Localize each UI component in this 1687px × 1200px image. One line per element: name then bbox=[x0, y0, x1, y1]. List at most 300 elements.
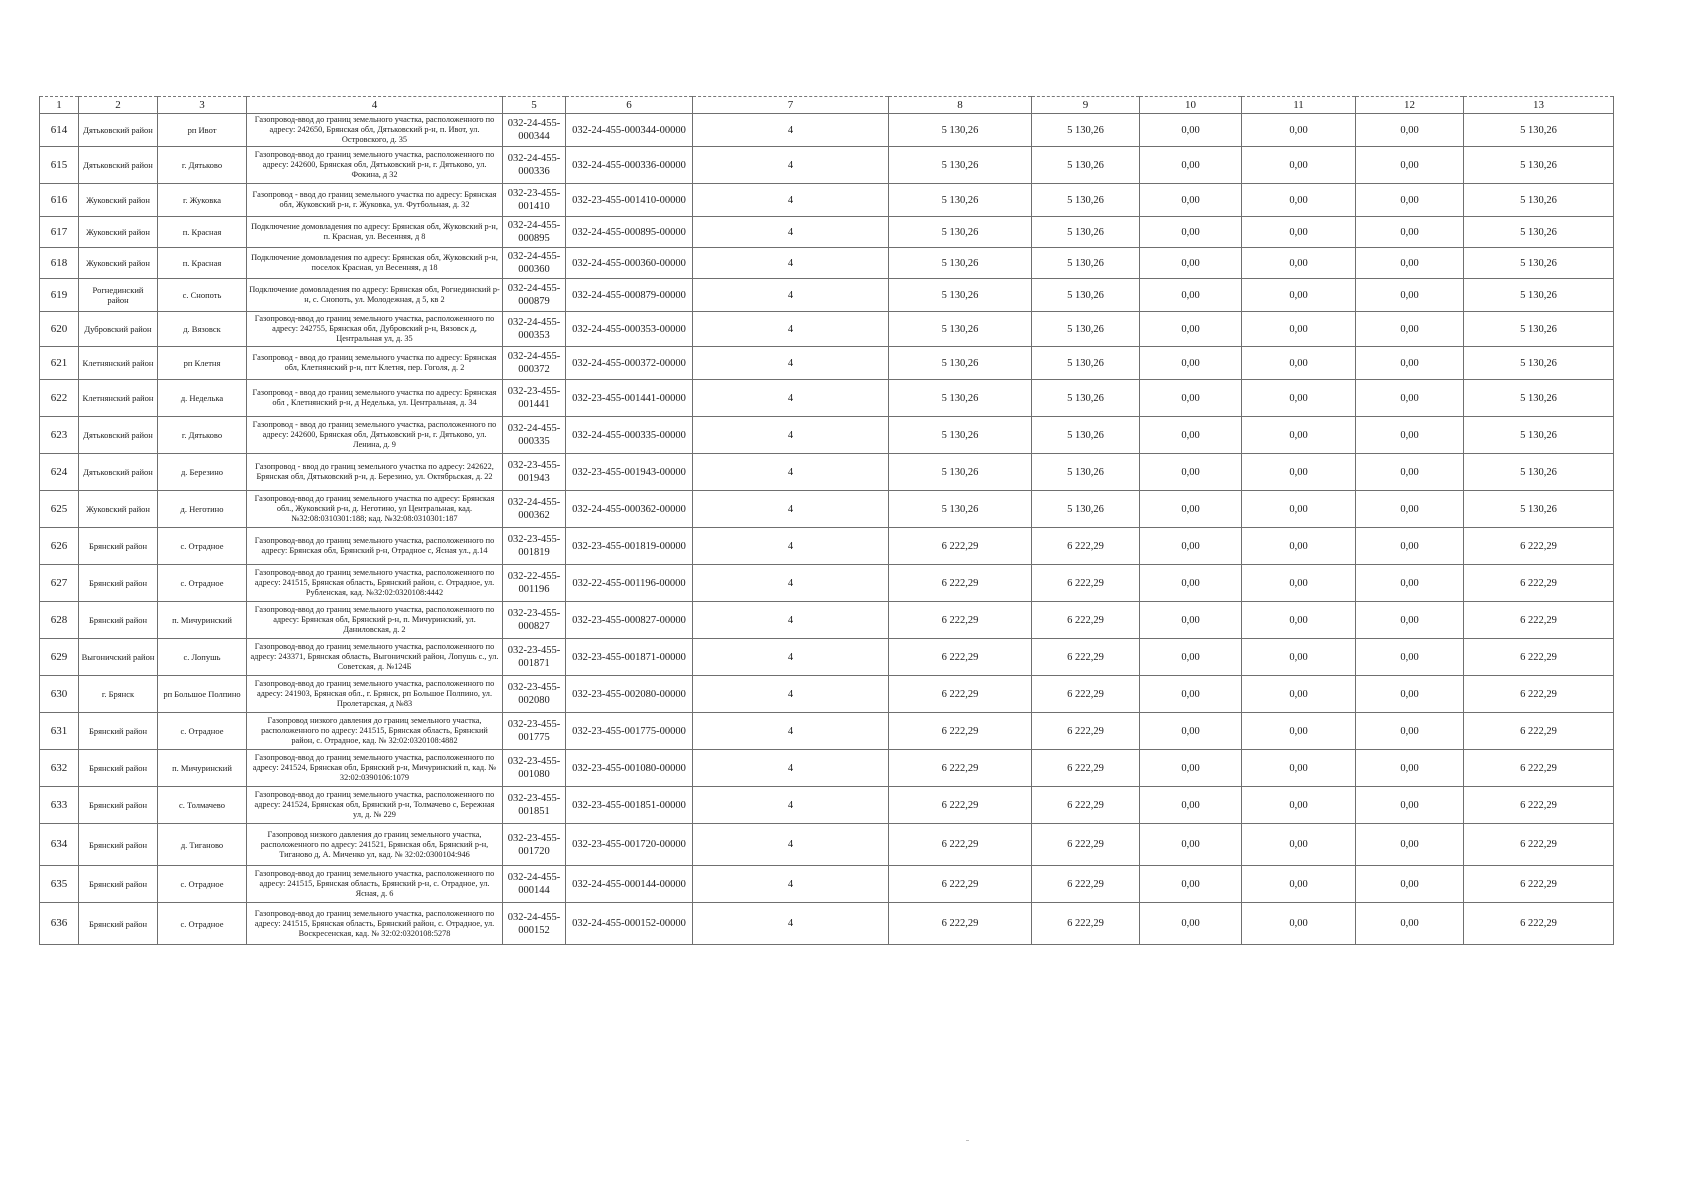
locality-cell: д. Неделька bbox=[158, 380, 247, 417]
column-7-cell: 4 bbox=[693, 347, 889, 380]
table-row bbox=[40, 602, 1614, 639]
registry-table bbox=[39, 96, 1614, 945]
district-cell: Брянский район bbox=[79, 528, 158, 565]
object-code-cell: 032-24-455-000362 bbox=[503, 491, 566, 528]
column-10-amount-cell: 0,00 bbox=[1140, 866, 1242, 903]
object-description-cell: Газопровод - ввод до границ земельного участка по адресу: Брянская обл, Жуковский р-н, г. Жуковка, ул. Футбольная, д. 32 bbox=[247, 184, 503, 217]
column-11-amount-cell: 0,00 bbox=[1242, 279, 1356, 312]
object-code-cell: 032-23-455-001720 bbox=[503, 824, 566, 866]
locality-cell: г. Жуковка bbox=[158, 184, 247, 217]
column-number-7: 7 bbox=[693, 97, 889, 114]
column-11-amount-cell: 0,00 bbox=[1242, 147, 1356, 184]
object-code-cell: 032-23-455-001819 bbox=[503, 528, 566, 565]
column-8-amount-cell: 5 130,26 bbox=[889, 380, 1032, 417]
object-description-cell: Подключение домовладения по адресу: Брянская обл, Рогнединский р-н, с. Снопоть, ул. Молодежная, д 5, кв 2 bbox=[247, 279, 503, 312]
column-7-cell: 4 bbox=[693, 312, 889, 347]
table-row bbox=[40, 454, 1614, 491]
object-description-cell: Подключение домовладения по адресу: Брянская обл, Жуковский р-н, поселок Красная, ул Весенняя, д 18 bbox=[247, 248, 503, 279]
district-cell: г. Брянск bbox=[79, 676, 158, 713]
district-cell: Дубровский район bbox=[79, 312, 158, 347]
object-description-cell: Газопровод - ввод до границ земельного участка, расположенного по адресу: 242600, Брянская обл, Дятьковский р-н, г. Дятьково, ул. Ленина, д. 9 bbox=[247, 417, 503, 454]
district-cell: Брянский район bbox=[79, 824, 158, 866]
column-11-amount-cell: 0,00 bbox=[1242, 248, 1356, 279]
column-11-amount-cell: 0,00 bbox=[1242, 380, 1356, 417]
row-number-cell: 617 bbox=[40, 217, 79, 248]
district-cell: Брянский район bbox=[79, 866, 158, 903]
column-12-amount-cell: 0,00 bbox=[1356, 217, 1464, 248]
column-10-amount-cell: 0,00 bbox=[1140, 639, 1242, 676]
full-code-cell: 032-22-455-001196-00000 bbox=[566, 565, 693, 602]
column-12-amount-cell: 0,00 bbox=[1356, 491, 1464, 528]
column-13-amount-cell: 6 222,29 bbox=[1464, 866, 1614, 903]
column-number-10: 10 bbox=[1140, 97, 1242, 114]
locality-cell: д. Березино bbox=[158, 454, 247, 491]
column-number-8: 8 bbox=[889, 97, 1032, 114]
column-9-amount-cell: 5 130,26 bbox=[1032, 248, 1140, 279]
district-cell: Брянский район bbox=[79, 903, 158, 945]
column-7-cell: 4 bbox=[693, 903, 889, 945]
column-13-amount-cell: 6 222,29 bbox=[1464, 565, 1614, 602]
column-12-amount-cell: 0,00 bbox=[1356, 279, 1464, 312]
table-row bbox=[40, 866, 1614, 903]
column-13-amount-cell: 6 222,29 bbox=[1464, 639, 1614, 676]
column-11-amount-cell: 0,00 bbox=[1242, 491, 1356, 528]
column-8-amount-cell: 6 222,29 bbox=[889, 713, 1032, 750]
column-7-cell: 4 bbox=[693, 713, 889, 750]
column-11-amount-cell: 0,00 bbox=[1242, 602, 1356, 639]
row-number-cell: 635 bbox=[40, 866, 79, 903]
column-13-amount-cell: 6 222,29 bbox=[1464, 824, 1614, 866]
object-description-cell: Газопровод-ввод до границ земельного участка, расположенного по адресу: 241524, Брянская обл, Брянский р-н, Толмачево с, Бережная ул, д. № 229 bbox=[247, 787, 503, 824]
column-8-amount-cell: 6 222,29 bbox=[889, 602, 1032, 639]
table-row bbox=[40, 565, 1614, 602]
column-7-cell: 4 bbox=[693, 380, 889, 417]
table-row bbox=[40, 380, 1614, 417]
full-code-cell: 032-23-455-001775-00000 bbox=[566, 713, 693, 750]
column-12-amount-cell: 0,00 bbox=[1356, 787, 1464, 824]
column-10-amount-cell: 0,00 bbox=[1140, 147, 1242, 184]
column-11-amount-cell: 0,00 bbox=[1242, 184, 1356, 217]
column-12-amount-cell: 0,00 bbox=[1356, 639, 1464, 676]
object-code-cell: 032-24-455-000360 bbox=[503, 248, 566, 279]
table-row bbox=[40, 312, 1614, 347]
object-code-cell: 032-23-455-001851 bbox=[503, 787, 566, 824]
column-10-amount-cell: 0,00 bbox=[1140, 602, 1242, 639]
row-number-cell: 629 bbox=[40, 639, 79, 676]
column-13-amount-cell: 6 222,29 bbox=[1464, 528, 1614, 565]
column-11-amount-cell: 0,00 bbox=[1242, 454, 1356, 491]
object-description-cell: Газопровод - ввод до границ земельного участка по адресу: Брянская обл , Клетнянский р-н, д Неделька, ул. Центральная, д. 34 bbox=[247, 380, 503, 417]
object-description-cell: Подключение домовладения по адресу: Брянская обл, Жуковский р-н, п. Красная, ул. Весенняя, д 8 bbox=[247, 217, 503, 248]
full-code-cell: 032-24-455-000144-00000 bbox=[566, 866, 693, 903]
column-10-amount-cell: 0,00 bbox=[1140, 279, 1242, 312]
column-7-cell: 4 bbox=[693, 417, 889, 454]
column-10-amount-cell: 0,00 bbox=[1140, 114, 1242, 147]
table-row bbox=[40, 217, 1614, 248]
district-cell: Брянский район bbox=[79, 787, 158, 824]
district-cell: Брянский район bbox=[79, 713, 158, 750]
full-code-cell: 032-23-455-000827-00000 bbox=[566, 602, 693, 639]
locality-cell: с. Снопоть bbox=[158, 279, 247, 312]
column-13-amount-cell: 5 130,26 bbox=[1464, 248, 1614, 279]
full-code-cell: 032-23-455-001410-00000 bbox=[566, 184, 693, 217]
locality-cell: д. Тиганово bbox=[158, 824, 247, 866]
column-10-amount-cell: 0,00 bbox=[1140, 903, 1242, 945]
column-9-amount-cell: 5 130,26 bbox=[1032, 380, 1140, 417]
row-number-cell: 630 bbox=[40, 676, 79, 713]
object-code-cell: 032-24-455-000335 bbox=[503, 417, 566, 454]
district-cell: Жуковский район bbox=[79, 491, 158, 528]
column-number-9: 9 bbox=[1032, 97, 1140, 114]
column-9-amount-cell: 6 222,29 bbox=[1032, 787, 1140, 824]
column-10-amount-cell: 0,00 bbox=[1140, 824, 1242, 866]
object-description-cell: Газопровод-ввод до границ земельного участка, расположенного по адресу: 241515, Брянская область, Брянский район, с. Отрадное, ул. Воскресенская, кад. № 32:02:0320108:5278 bbox=[247, 903, 503, 945]
row-number-cell: 627 bbox=[40, 565, 79, 602]
full-code-cell: 032-23-455-002080-00000 bbox=[566, 676, 693, 713]
district-cell: Брянский район bbox=[79, 602, 158, 639]
object-description-cell: Газопровод-ввод до границ земельного участка, расположенного по адресу: Брянская обл, Брянский р-н, п. Мичуринский, ул. Даниловская, д. 2 bbox=[247, 602, 503, 639]
row-number-cell: 633 bbox=[40, 787, 79, 824]
locality-cell: с. Лопушь bbox=[158, 639, 247, 676]
table-row bbox=[40, 676, 1614, 713]
column-12-amount-cell: 0,00 bbox=[1356, 676, 1464, 713]
district-cell: Жуковский район bbox=[79, 184, 158, 217]
column-10-amount-cell: 0,00 bbox=[1140, 491, 1242, 528]
district-cell: Клетнянский район bbox=[79, 347, 158, 380]
column-13-amount-cell: 5 130,26 bbox=[1464, 491, 1614, 528]
column-11-amount-cell: 0,00 bbox=[1242, 312, 1356, 347]
column-10-amount-cell: 0,00 bbox=[1140, 565, 1242, 602]
column-11-amount-cell: 0,00 bbox=[1242, 903, 1356, 945]
row-number-cell: 620 bbox=[40, 312, 79, 347]
column-number-11: 11 bbox=[1242, 97, 1356, 114]
column-10-amount-cell: 0,00 bbox=[1140, 750, 1242, 787]
object-code-cell: 032-23-455-000827 bbox=[503, 602, 566, 639]
column-11-amount-cell: 0,00 bbox=[1242, 676, 1356, 713]
column-number-2: 2 bbox=[79, 97, 158, 114]
object-code-cell: 032-23-455-001943 bbox=[503, 454, 566, 491]
column-9-amount-cell: 6 222,29 bbox=[1032, 565, 1140, 602]
column-13-amount-cell: 5 130,26 bbox=[1464, 347, 1614, 380]
column-13-amount-cell: 5 130,26 bbox=[1464, 184, 1614, 217]
table-row bbox=[40, 713, 1614, 750]
column-9-amount-cell: 5 130,26 bbox=[1032, 417, 1140, 454]
column-10-amount-cell: 0,00 bbox=[1140, 676, 1242, 713]
column-10-amount-cell: 0,00 bbox=[1140, 713, 1242, 750]
column-13-amount-cell: 6 222,29 bbox=[1464, 602, 1614, 639]
column-7-cell: 4 bbox=[693, 602, 889, 639]
row-number-cell: 626 bbox=[40, 528, 79, 565]
locality-cell: с. Отрадное bbox=[158, 866, 247, 903]
column-13-amount-cell: 5 130,26 bbox=[1464, 312, 1614, 347]
column-11-amount-cell: 0,00 bbox=[1242, 787, 1356, 824]
column-9-amount-cell: 6 222,29 bbox=[1032, 602, 1140, 639]
row-number-cell: 616 bbox=[40, 184, 79, 217]
object-code-cell: 032-23-455-002080 bbox=[503, 676, 566, 713]
column-7-cell: 4 bbox=[693, 866, 889, 903]
column-9-amount-cell: 6 222,29 bbox=[1032, 676, 1140, 713]
table-row bbox=[40, 528, 1614, 565]
object-description-cell: Газопровод-ввод до границ земельного участка, расположенного по адресу: 241903, Брянская обл., г. Брянск, рп Большое Полпино, ул. Пролетарская, д №83 bbox=[247, 676, 503, 713]
district-cell: Брянский район bbox=[79, 565, 158, 602]
locality-cell: п. Красная bbox=[158, 217, 247, 248]
table-row bbox=[40, 248, 1614, 279]
full-code-cell: 032-24-455-000152-00000 bbox=[566, 903, 693, 945]
object-description-cell: Газопровод - ввод до границ земельного участка по адресу: 242622, Брянская обл, Дятьковский р-н, д. Березино, ул. Октябрьская, д. 22 bbox=[247, 454, 503, 491]
object-code-cell: 032-24-455-000336 bbox=[503, 147, 566, 184]
district-cell: Клетнянский район bbox=[79, 380, 158, 417]
column-9-amount-cell: 6 222,29 bbox=[1032, 903, 1140, 945]
column-number-1: 1 bbox=[40, 97, 79, 114]
column-number-12: 12 bbox=[1356, 97, 1464, 114]
full-code-cell: 032-24-455-000895-00000 bbox=[566, 217, 693, 248]
object-code-cell: 032-24-455-000152 bbox=[503, 903, 566, 945]
row-number-cell: 622 bbox=[40, 380, 79, 417]
object-code-cell: 032-22-455-001196 bbox=[503, 565, 566, 602]
full-code-cell: 032-23-455-001851-00000 bbox=[566, 787, 693, 824]
column-8-amount-cell: 5 130,26 bbox=[889, 147, 1032, 184]
object-description-cell: Газопровод-ввод до границ земельного участка по адресу: Брянская обл., Жуковский р-н, д. Неготино, ул Центральная, кад. №32:08:0310301:188; кад. №32:08:0310301:187 bbox=[247, 491, 503, 528]
full-code-cell: 032-24-455-000372-00000 bbox=[566, 347, 693, 380]
column-11-amount-cell: 0,00 bbox=[1242, 713, 1356, 750]
column-9-amount-cell: 5 130,26 bbox=[1032, 184, 1140, 217]
table-row bbox=[40, 279, 1614, 312]
column-12-amount-cell: 0,00 bbox=[1356, 347, 1464, 380]
row-number-cell: 624 bbox=[40, 454, 79, 491]
object-description-cell: Газопровод-ввод до границ земельного участка, расположенного по адресу: 242650, Брянская обл, Дятьковский р-н, п. Ивот, ул. Островского, д. 35 bbox=[247, 114, 503, 147]
column-12-amount-cell: 0,00 bbox=[1356, 417, 1464, 454]
full-code-cell: 032-24-455-000353-00000 bbox=[566, 312, 693, 347]
column-10-amount-cell: 0,00 bbox=[1140, 787, 1242, 824]
column-13-amount-cell: 5 130,26 bbox=[1464, 279, 1614, 312]
object-code-cell: 032-24-455-000344 bbox=[503, 114, 566, 147]
column-7-cell: 4 bbox=[693, 248, 889, 279]
column-9-amount-cell: 6 222,29 bbox=[1032, 750, 1140, 787]
column-9-amount-cell: 6 222,29 bbox=[1032, 528, 1140, 565]
object-code-cell: 032-24-455-000879 bbox=[503, 279, 566, 312]
column-7-cell: 4 bbox=[693, 528, 889, 565]
locality-cell: рп Ивот bbox=[158, 114, 247, 147]
district-cell: Дятьковский район bbox=[79, 454, 158, 491]
full-code-cell: 032-23-455-001720-00000 bbox=[566, 824, 693, 866]
object-code-cell: 032-23-455-001441 bbox=[503, 380, 566, 417]
full-code-cell: 032-24-455-000879-00000 bbox=[566, 279, 693, 312]
column-9-amount-cell: 5 130,26 bbox=[1032, 147, 1140, 184]
full-code-cell: 032-23-455-001871-00000 bbox=[566, 639, 693, 676]
column-11-amount-cell: 0,00 bbox=[1242, 639, 1356, 676]
column-12-amount-cell: 0,00 bbox=[1356, 248, 1464, 279]
column-9-amount-cell: 6 222,29 bbox=[1032, 639, 1140, 676]
column-12-amount-cell: 0,00 bbox=[1356, 184, 1464, 217]
column-11-amount-cell: 0,00 bbox=[1242, 565, 1356, 602]
object-code-cell: 032-24-455-000144 bbox=[503, 866, 566, 903]
column-12-amount-cell: 0,00 bbox=[1356, 602, 1464, 639]
district-cell: Дятьковский район bbox=[79, 147, 158, 184]
object-code-cell: 032-24-455-000353 bbox=[503, 312, 566, 347]
column-13-amount-cell: 5 130,26 bbox=[1464, 380, 1614, 417]
table-row bbox=[40, 347, 1614, 380]
full-code-cell: 032-24-455-000360-00000 bbox=[566, 248, 693, 279]
full-code-cell: 032-23-455-001943-00000 bbox=[566, 454, 693, 491]
full-code-cell: 032-24-455-000335-00000 bbox=[566, 417, 693, 454]
column-9-amount-cell: 5 130,26 bbox=[1032, 347, 1140, 380]
column-13-amount-cell: 5 130,26 bbox=[1464, 417, 1614, 454]
locality-cell: рп Клетня bbox=[158, 347, 247, 380]
column-10-amount-cell: 0,00 bbox=[1140, 312, 1242, 347]
column-8-amount-cell: 6 222,29 bbox=[889, 565, 1032, 602]
object-code-cell: 032-23-455-001775 bbox=[503, 713, 566, 750]
column-13-amount-cell: 6 222,29 bbox=[1464, 750, 1614, 787]
column-7-cell: 4 bbox=[693, 184, 889, 217]
column-8-amount-cell: 6 222,29 bbox=[889, 824, 1032, 866]
table-row bbox=[40, 491, 1614, 528]
column-11-amount-cell: 0,00 bbox=[1242, 866, 1356, 903]
column-13-amount-cell: 6 222,29 bbox=[1464, 903, 1614, 945]
locality-cell: с. Отрадное bbox=[158, 528, 247, 565]
column-12-amount-cell: 0,00 bbox=[1356, 528, 1464, 565]
row-number-cell: 636 bbox=[40, 903, 79, 945]
column-13-amount-cell: 6 222,29 bbox=[1464, 713, 1614, 750]
row-number-cell: 618 bbox=[40, 248, 79, 279]
column-9-amount-cell: 5 130,26 bbox=[1032, 454, 1140, 491]
row-number-cell: 628 bbox=[40, 602, 79, 639]
column-number-3: 3 bbox=[158, 97, 247, 114]
column-13-amount-cell: 5 130,26 bbox=[1464, 114, 1614, 147]
full-code-cell: 032-24-455-000336-00000 bbox=[566, 147, 693, 184]
column-8-amount-cell: 5 130,26 bbox=[889, 114, 1032, 147]
column-number-4: 4 bbox=[247, 97, 503, 114]
row-number-cell: 614 bbox=[40, 114, 79, 147]
column-10-amount-cell: 0,00 bbox=[1140, 184, 1242, 217]
table-row bbox=[40, 184, 1614, 217]
column-12-amount-cell: 0,00 bbox=[1356, 312, 1464, 347]
column-8-amount-cell: 5 130,26 bbox=[889, 217, 1032, 248]
column-9-amount-cell: 5 130,26 bbox=[1032, 279, 1140, 312]
locality-cell: п. Мичуринский bbox=[158, 750, 247, 787]
locality-cell: п. Красная bbox=[158, 248, 247, 279]
column-8-amount-cell: 5 130,26 bbox=[889, 279, 1032, 312]
column-13-amount-cell: 5 130,26 bbox=[1464, 454, 1614, 491]
object-code-cell: 032-24-455-000372 bbox=[503, 347, 566, 380]
column-8-amount-cell: 5 130,26 bbox=[889, 184, 1032, 217]
row-number-cell: 625 bbox=[40, 491, 79, 528]
table-body bbox=[40, 114, 1614, 945]
column-10-amount-cell: 0,00 bbox=[1140, 217, 1242, 248]
column-12-amount-cell: 0,00 bbox=[1356, 380, 1464, 417]
object-description-cell: Газопровод-ввод до границ земельного участка, расположенного по адресу: 242600, Брянская обл, Дятьковский р-н, г. Дятьково, ул. Фокина, д 32 bbox=[247, 147, 503, 184]
object-description-cell: Газопровод низкого давления до границ земельного участка, расположенного по адресу: 241521, Брянская обл, Брянский р-н, Тиганово д, А. Миченко ул, кад. № 32:02:0300104:946 bbox=[247, 824, 503, 866]
object-description-cell: Газопровод-ввод до границ земельного участка, расположенного по адресу: 241515, Брянская область, Брянский р-н, с. Отрадное, ул. Ясная, д. 6 bbox=[247, 866, 503, 903]
column-7-cell: 4 bbox=[693, 491, 889, 528]
locality-cell: рп Большое Полпино bbox=[158, 676, 247, 713]
column-number-5: 5 bbox=[503, 97, 566, 114]
column-8-amount-cell: 6 222,29 bbox=[889, 787, 1032, 824]
object-code-cell: 032-23-455-001080 bbox=[503, 750, 566, 787]
column-8-amount-cell: 5 130,26 bbox=[889, 312, 1032, 347]
row-number-cell: 623 bbox=[40, 417, 79, 454]
object-description-cell: Газопровод-ввод до границ земельного участка, расположенного по адресу: Брянская обл, Брянский р-н, Отрадное с, Ясная ул., д.14 bbox=[247, 528, 503, 565]
locality-cell: г. Дятьково bbox=[158, 417, 247, 454]
column-11-amount-cell: 0,00 bbox=[1242, 217, 1356, 248]
column-7-cell: 4 bbox=[693, 787, 889, 824]
column-8-amount-cell: 5 130,26 bbox=[889, 347, 1032, 380]
column-11-amount-cell: 0,00 bbox=[1242, 824, 1356, 866]
locality-cell: с. Отрадное bbox=[158, 565, 247, 602]
full-code-cell: 032-23-455-001441-00000 bbox=[566, 380, 693, 417]
column-8-amount-cell: 6 222,29 bbox=[889, 676, 1032, 713]
district-cell: Выгоничский район bbox=[79, 639, 158, 676]
row-number-cell: 632 bbox=[40, 750, 79, 787]
column-11-amount-cell: 0,00 bbox=[1242, 528, 1356, 565]
object-code-cell: 032-23-455-001410 bbox=[503, 184, 566, 217]
object-description-cell: Газопровод-ввод до границ земельного участка, расположенного по адресу: 242755, Брянская обл, Дубровский р-н, Вязовск д, Центральная ул, д. 35 bbox=[247, 312, 503, 347]
column-13-amount-cell: 5 130,26 bbox=[1464, 147, 1614, 184]
column-7-cell: 4 bbox=[693, 750, 889, 787]
column-7-cell: 4 bbox=[693, 565, 889, 602]
full-code-cell: 032-24-455-000344-00000 bbox=[566, 114, 693, 147]
column-12-amount-cell: 0,00 bbox=[1356, 750, 1464, 787]
district-cell: Брянский район bbox=[79, 750, 158, 787]
table-row bbox=[40, 750, 1614, 787]
column-8-amount-cell: 6 222,29 bbox=[889, 750, 1032, 787]
object-code-cell: 032-24-455-000895 bbox=[503, 217, 566, 248]
column-8-amount-cell: 5 130,26 bbox=[889, 454, 1032, 491]
column-7-cell: 4 bbox=[693, 279, 889, 312]
column-7-cell: 4 bbox=[693, 114, 889, 147]
column-12-amount-cell: 0,00 bbox=[1356, 713, 1464, 750]
column-8-amount-cell: 6 222,29 bbox=[889, 866, 1032, 903]
district-cell: Дятьковский район bbox=[79, 114, 158, 147]
locality-cell: г. Дятьково bbox=[158, 147, 247, 184]
column-11-amount-cell: 0,00 bbox=[1242, 114, 1356, 147]
row-number-cell: 631 bbox=[40, 713, 79, 750]
object-description-cell: Газопровод-ввод до границ земельного участка, расположенного по адресу: 241524, Брянская обл, Брянский р-н, Мичуринский п, кад. № 32:02:0390106:1079 bbox=[247, 750, 503, 787]
column-8-amount-cell: 6 222,29 bbox=[889, 639, 1032, 676]
column-9-amount-cell: 6 222,29 bbox=[1032, 713, 1140, 750]
column-number-13: 13 bbox=[1464, 97, 1614, 114]
column-7-cell: 4 bbox=[693, 147, 889, 184]
column-9-amount-cell: 5 130,26 bbox=[1032, 217, 1140, 248]
row-number-cell: 621 bbox=[40, 347, 79, 380]
full-code-cell: 032-24-455-000362-00000 bbox=[566, 491, 693, 528]
locality-cell: с. Отрадное bbox=[158, 713, 247, 750]
column-9-amount-cell: 6 222,29 bbox=[1032, 866, 1140, 903]
column-12-amount-cell: 0,00 bbox=[1356, 824, 1464, 866]
object-description-cell: Газопровод низкого давления до границ земельного участка, расположенного по адресу: 241515, Брянская область, Брянский район, с. Отрадное, кад. № 32:02:0320108:4882 bbox=[247, 713, 503, 750]
column-8-amount-cell: 6 222,29 bbox=[889, 903, 1032, 945]
column-8-amount-cell: 5 130,26 bbox=[889, 248, 1032, 279]
column-9-amount-cell: 5 130,26 bbox=[1032, 312, 1140, 347]
column-12-amount-cell: 0,00 bbox=[1356, 903, 1464, 945]
column-13-amount-cell: 6 222,29 bbox=[1464, 787, 1614, 824]
column-12-amount-cell: 0,00 bbox=[1356, 565, 1464, 602]
column-13-amount-cell: 5 130,26 bbox=[1464, 217, 1614, 248]
column-number-row bbox=[40, 97, 1614, 114]
column-10-amount-cell: 0,00 bbox=[1140, 380, 1242, 417]
object-code-cell: 032-23-455-001871 bbox=[503, 639, 566, 676]
column-7-cell: 4 bbox=[693, 217, 889, 248]
locality-cell: д. Вязовск bbox=[158, 312, 247, 347]
column-11-amount-cell: 0,00 bbox=[1242, 347, 1356, 380]
column-10-amount-cell: 0,00 bbox=[1140, 528, 1242, 565]
object-description-cell: Газопровод-ввод до границ земельного участка, расположенного по адресу: 243371, Брянская область, Выгоничский район, Лопушь с., ул. Советская, д. №124Б bbox=[247, 639, 503, 676]
column-9-amount-cell: 5 130,26 bbox=[1032, 114, 1140, 147]
column-8-amount-cell: 5 130,26 bbox=[889, 417, 1032, 454]
table-row bbox=[40, 147, 1614, 184]
column-9-amount-cell: 6 222,29 bbox=[1032, 824, 1140, 866]
column-7-cell: 4 bbox=[693, 824, 889, 866]
column-7-cell: 4 bbox=[693, 454, 889, 491]
